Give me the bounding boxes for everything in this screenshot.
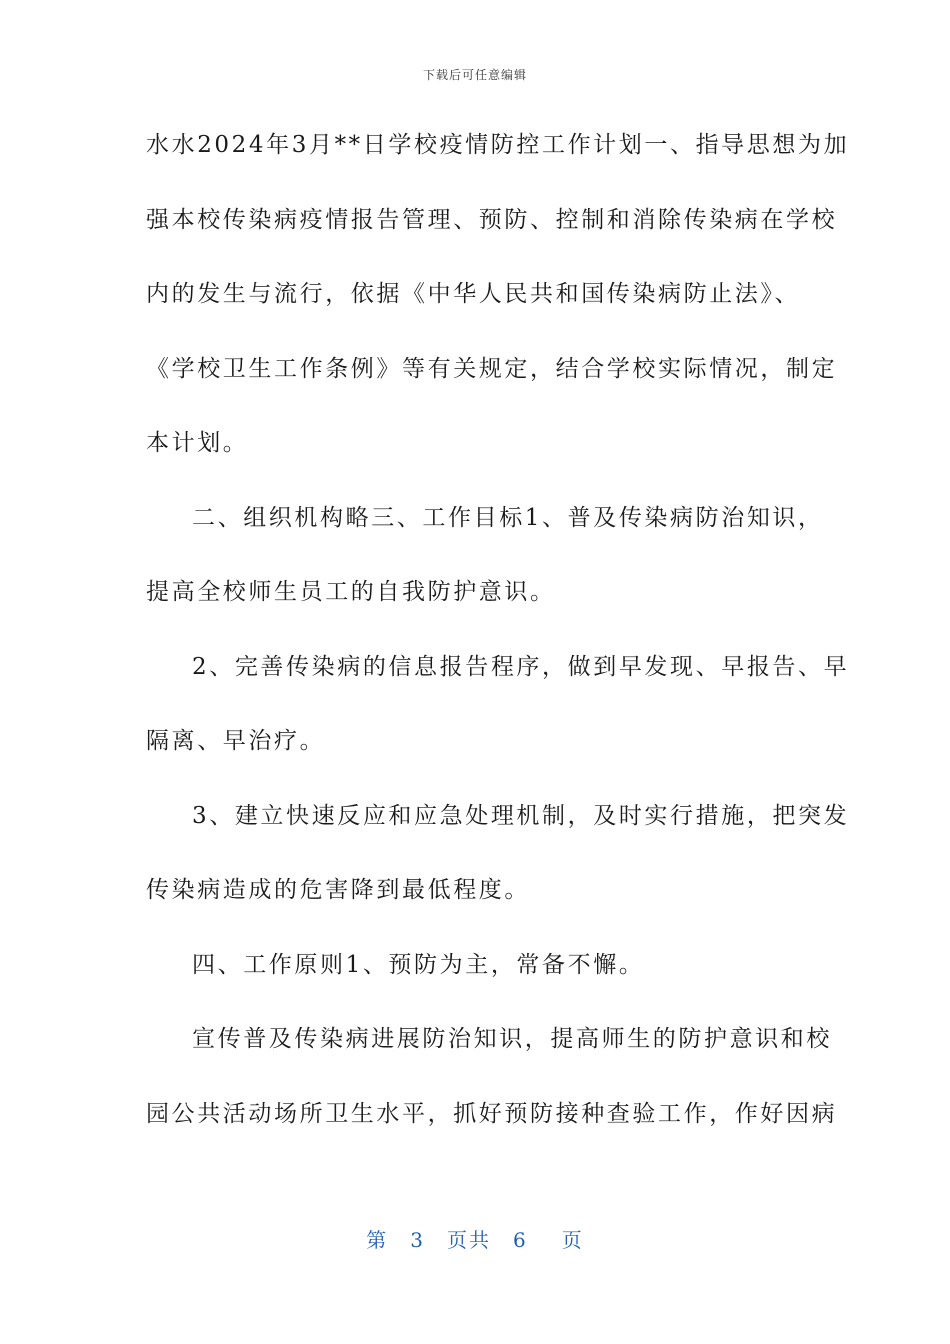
text-line-11: 传染病造成的危害降到最低程度。 bbox=[146, 877, 530, 903]
text-line-3: 内的发生与流行，依据《中华人民共和国传染病防止法》、 bbox=[146, 281, 801, 307]
footer-middle: 页共 bbox=[447, 1228, 491, 1252]
page-footer bbox=[0, 1224, 950, 1253]
text-line-1: 水水2024年3月**日学校疫情防控工作计划一、指导思想为加 bbox=[146, 132, 850, 158]
text-line-12: 四、工作原则1、预防为主，常备不懈。 bbox=[192, 951, 645, 978]
document-body bbox=[146, 108, 850, 1151]
text-line-4: 《学校卫生工作条例》等有关规定，结合学校实际情况，制定 bbox=[146, 355, 838, 382]
text-line-14: 园公共活动场所卫生水平，抓好预防接种查验工作，作好因病 bbox=[146, 1100, 838, 1127]
footer-total-pages: 6 bbox=[513, 1228, 528, 1252]
header-note: 下载后可任意编辑 bbox=[422, 68, 527, 82]
text-line-10: 3、建立快速反应和应急处理机制，及时实行措施，把突发 bbox=[192, 802, 850, 829]
text-line-6: 二、组织机构略三、工作目标1、普及传染病防治知识， bbox=[192, 504, 824, 531]
text-line-2: 强本校传染病疫情报告管理、预防、控制和消除传染病在学校 bbox=[146, 206, 838, 233]
text-line-9: 隔离、早治疗。 bbox=[146, 728, 326, 754]
footer-suffix: 页 bbox=[561, 1228, 584, 1252]
text-line-7: 提高全校师生员工的自我防护意识。 bbox=[146, 579, 556, 605]
text-line-5: 本计划。 bbox=[146, 430, 249, 456]
text-line-13: 宣传普及传染病进展防治知识，提高师生的防护意识和校 bbox=[192, 1026, 832, 1052]
text-line-8: 2、完善传染病的信息报告程序，做到早发现、早报告、早 bbox=[192, 653, 850, 680]
footer-current-page: 3 bbox=[410, 1228, 425, 1252]
footer-prefix: 第 bbox=[366, 1228, 389, 1252]
